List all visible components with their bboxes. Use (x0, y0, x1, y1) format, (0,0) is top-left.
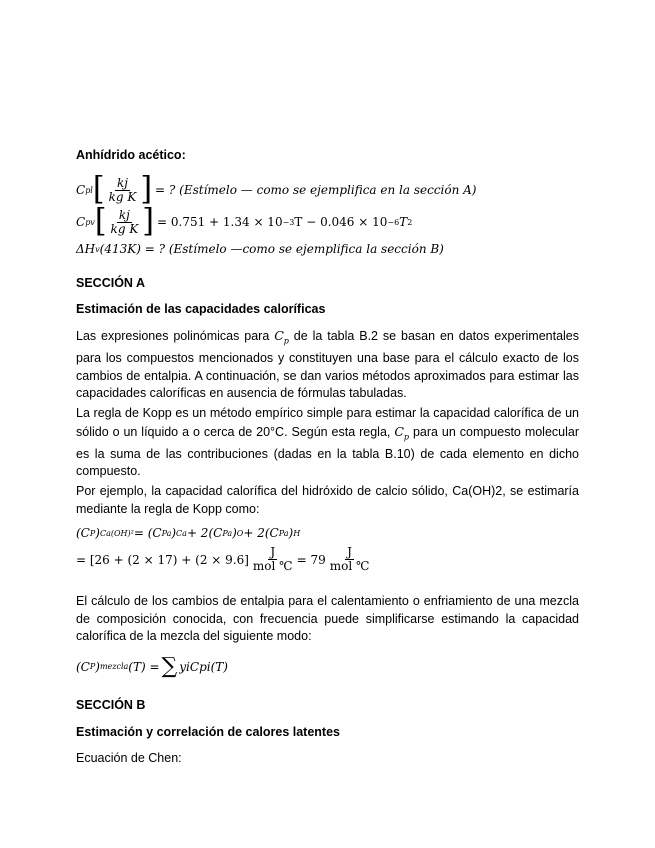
equation-kopp-2: = [26 + (2 × 17) + (2 × 9.6] $\frac{J}{\text{mol ℃}}$ = 79 $\frac{J}{\text{mol ℃}}$ (76, 545, 370, 573)
paragraph-ejemplo: Por ejemplo, la capacidad calorífica del hidróxido de calcio sólido, Ca(OH)2, se estimaría mediante la regla de Kopp como: (76, 484, 579, 516)
paragraph-kopp: La regla de Kopp es un método empírico simple para estimar la capacidad calorífica de un sólido o un líquido a o cerca de 20°C. Según esta regla, $C_p$ para un compuesto molecular es la suma de las contribuciones (dadas en la tabla B.10) de cada elemento en dicho compuesto. (76, 406, 580, 478)
section-b-heading: SECCIÓN B (76, 698, 146, 712)
paragraph-mezcla: El cálculo de los cambios de entalpia para el calentamiento o enfriamiento de una mezcla de composición conocida, con frecuencia puede simplificarse estimando la capacidad calorífica de la mezcla del siguiente modo: (76, 594, 579, 643)
equation-mezcla: (C P ) mezcla (T) = ∑ yiCpi(T) (76, 654, 228, 679)
equation-cpl: C pl [ $\frac{kj}{\text{kg K}}$ ] = ? (Estímelo — como se ejemplifica en la sección A) (76, 171, 477, 208)
equation-kopp-1: (C P ) Ca(OH)² = (C Pa ) Ca + 2(C Pa ) O + 2(C Pa ) H (76, 526, 301, 540)
heading-anhidrido: Anhídrido acético: (76, 148, 186, 162)
chen-label: Ecuación de Chen: (76, 751, 182, 765)
section-a-subtitle: Estimación de las capacidades caloríficas (76, 302, 326, 316)
equation-dhv: ΔH v (413K) = ? (Estímelo —como se ejemplifica la sección B) (76, 242, 444, 256)
paragraph-polinomicas: Las expresiones polinómicas para $C_p$ de la tabla B.2 se basan en datos experimentales para los compuestos mencionados y constituyen una base para el cálculo exacto de los cambios de entalpia. A continuación, se dan varios métodos aproximados para estimar las capacidades caloríficas en ausencia de fórmulas tabuladas. (76, 328, 580, 400)
equation-cpv: C pv [ $\frac{kj}{\text{kg K}}$ ] = 0.751 + 1.34 × 10 −3 T − 0.046 × 10 −6 T 2 (76, 203, 413, 240)
section-b-subtitle: Estimación y correlación de calores latentes (76, 725, 341, 739)
section-a-heading: SECCIÓN A (76, 276, 145, 290)
